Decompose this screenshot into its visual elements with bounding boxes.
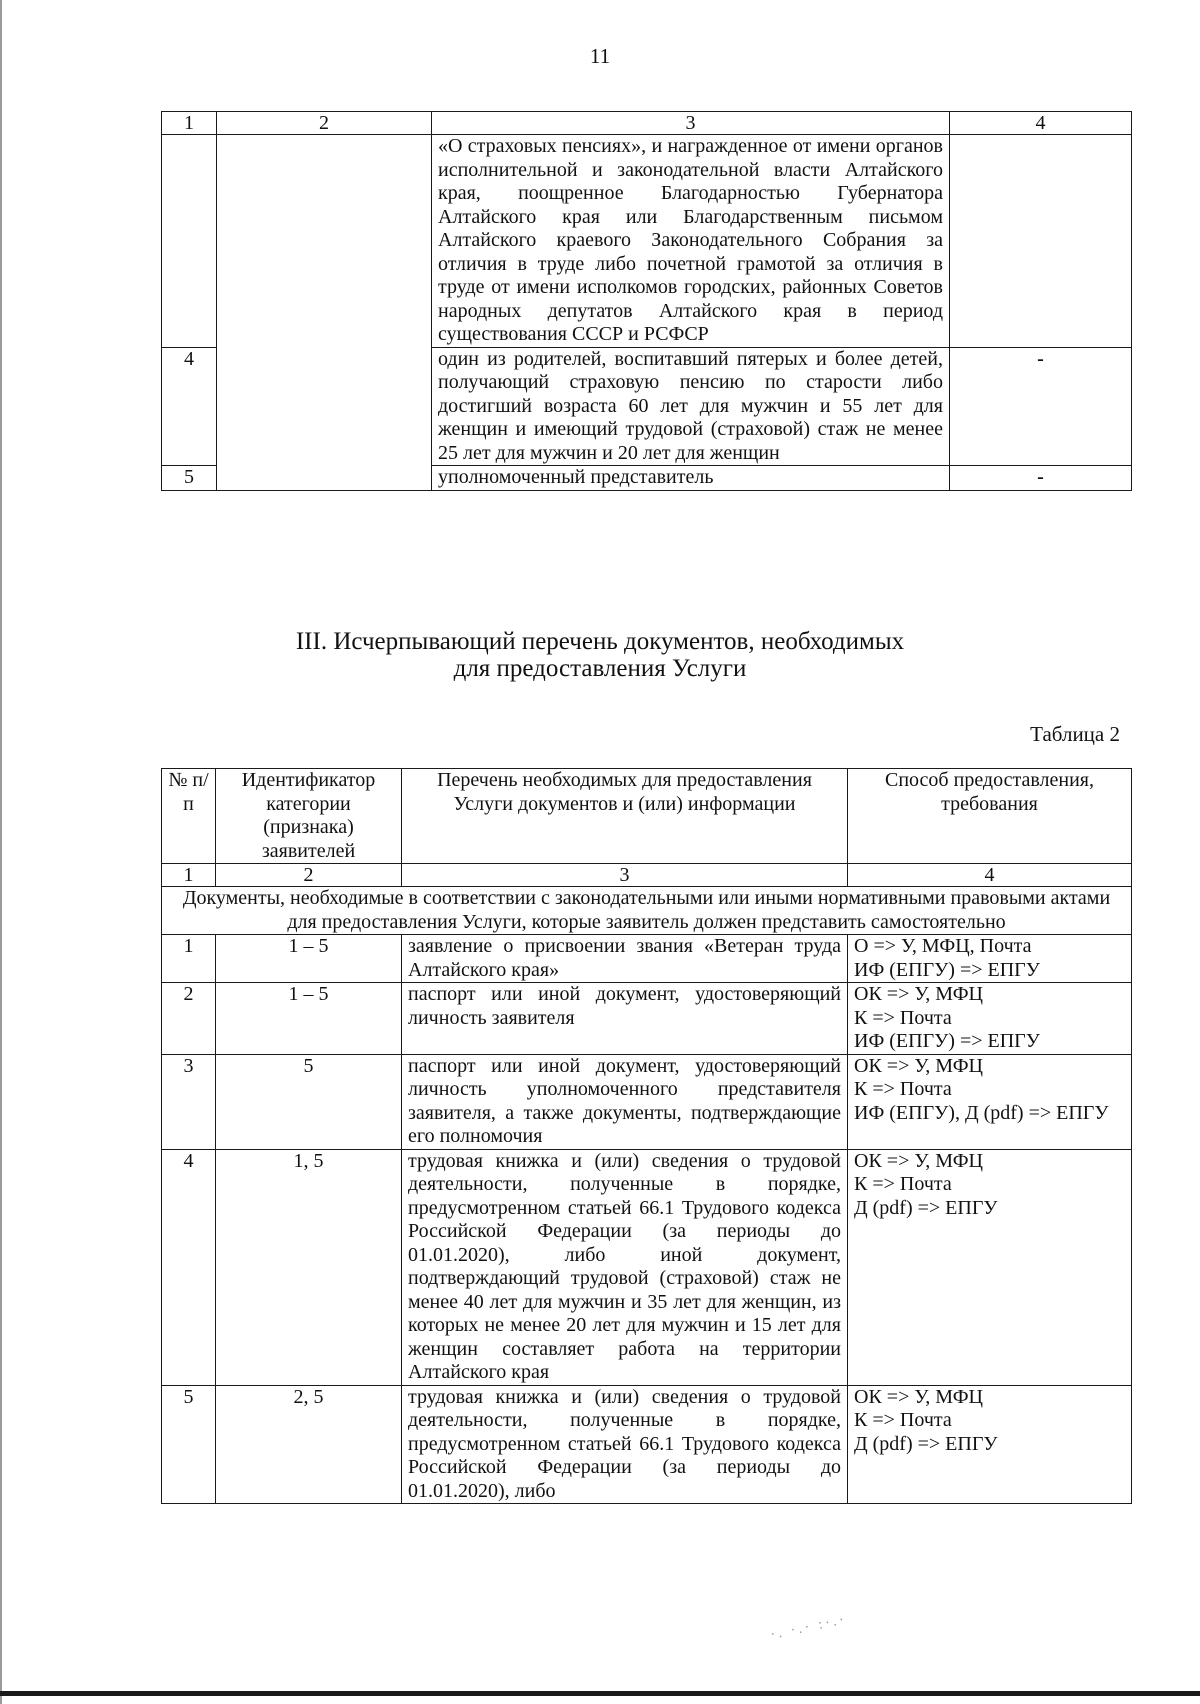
row-document: трудовая книжка и (или) сведения о трудовой деятельности, полученные в порядке, предусмотренном статьей 66.1 Трудового кодекса Российской Федерации (за периоды до 01.01.2020), либо иной документ, подтверждающий трудовой (страховой) стаж не менее 40 лет для мужчин и 35 лет для женщин, из которых не менее 20 лет для мужчин и 15 лет для женщин составляет работа на территории Алтайского края (402, 1149, 848, 1385)
column-number: 4 (848, 864, 1132, 887)
row-document: трудовая книжка и (или) сведения о трудовой деятельности, полученные в порядке, предусмотренном статьей 66.1 Трудового кодекса Российской Федерации (за периоды до 01.01.2020), либо (402, 1385, 848, 1504)
table-row (162, 935, 1132, 983)
method-line: К => Почта (854, 1409, 952, 1431)
table-row (162, 135, 1132, 348)
column-number: 2 (217, 112, 432, 135)
supporting-document: - (950, 347, 1132, 466)
table-header-row (162, 769, 1132, 864)
column-number: 3 (432, 112, 950, 135)
row-category: 5 (216, 1054, 402, 1149)
table-numbering-row (162, 864, 1132, 887)
method-line: Д (pdf) => ЕПГУ (854, 1432, 998, 1455)
row-number: 4 (162, 1149, 216, 1385)
header-method: Способ предоставления, требования (848, 769, 1132, 864)
row-number: 5 (162, 466, 217, 491)
method-line: О => У, МФЦ, Почта (854, 935, 1032, 957)
header-category: Идентификатор категории (признака) заявителей (216, 769, 402, 864)
row-number: 2 (162, 983, 216, 1055)
documents-table (161, 768, 1132, 1504)
row-method (848, 983, 1132, 1055)
row-document: паспорт или иной документ, удостоверяющий личность уполномоченного представителя заявителя, а также документы, подтверждающие его полномочия (402, 1054, 848, 1149)
method-line: К => Почта (854, 1078, 952, 1100)
table-row (162, 1149, 1132, 1385)
table-caption: Таблица 2 (1030, 722, 1120, 746)
page-number: 11 (589, 44, 611, 68)
method-line: ОК => У, МФЦ (854, 1385, 984, 1408)
row-document: паспорт или иной документ, удостоверяющий личность заявителя (402, 983, 848, 1055)
header-documents: Перечень необходимых для предоставления Услуги документов и (или) информации (402, 769, 848, 864)
method-line: К => Почта (854, 1006, 952, 1029)
method-line: ОК => У, МФЦ (854, 1054, 984, 1077)
row-method (848, 1054, 1132, 1149)
table-continued-numbering-row (162, 112, 1132, 135)
column-number: 2 (216, 864, 402, 887)
category-description: «О страховых пенсиях», и награжденное от имени органов исполнительной и законодательной власти Алтайского края, поощренное Благодарностью Губернатора Алтайского края или Благодарственным письмом Алтайского краевого Законодательного Собрания за отличия в труде либо почетной грамотой за отличия в труде от имени исполкомов городских, районных Советов народных депутатов Алтайского края в период существования СССР и РСФСР (432, 135, 950, 348)
row-method (848, 1385, 1132, 1504)
method-line: К => Почта (854, 1173, 952, 1195)
column-number: 4 (950, 112, 1132, 135)
row-document: заявление о присвоении звания «Ветеран труда Алтайского края» (402, 935, 848, 983)
category-description: один из родителей, воспитавший пятерых и более детей, получающий страховую пенсию по старости либо достигший возраста 60 лет для мужчин и 55 лет для женщин и имеющий трудовой (страховой) стаж не менее 25 лет для мужчин и 20 лет для женщин (432, 347, 950, 466)
supporting-document: - (950, 466, 1132, 491)
row-category: 2, 5 (216, 1385, 402, 1504)
column-number: 3 (402, 864, 848, 887)
method-line: ОК => У, МФЦ (854, 1149, 984, 1172)
method-line: Д (pdf) => ЕПГУ (854, 1196, 998, 1219)
category-cell-merged (217, 135, 432, 491)
row-method (848, 935, 1132, 983)
header-number: № п/п (162, 769, 216, 864)
group-title-row (162, 887, 1132, 935)
method-line: ИФ (ЕПГУ) => ЕПГУ (854, 958, 1040, 981)
group-title: Документы, необходимые в соответствии с законодательными или иными нормативными правовыми актами для предоставления Услуги, которые заявитель должен представить самостоятельно (162, 887, 1132, 935)
table-continued (161, 111, 1132, 491)
row-number: 4 (162, 347, 217, 466)
section-heading-line: III. Исчерпывающий перечень документов, необходимых (295, 628, 905, 655)
method-line: ИФ (ЕПГУ), Д (pdf) => ЕПГУ (854, 1101, 1109, 1124)
section-heading (0, 628, 1200, 682)
category-description: уполномоченный представитель (432, 466, 950, 491)
row-method (848, 1149, 1132, 1385)
row-number: 3 (162, 1054, 216, 1149)
table-row (162, 1385, 1132, 1504)
method-line: ОК => У, МФЦ (854, 983, 984, 1005)
row-category: 1, 5 (216, 1149, 402, 1385)
row-category: 1 – 5 (216, 935, 402, 983)
scan-left-edge (0, 0, 2, 1704)
scan-bottom-edge (0, 1691, 1200, 1696)
section-heading-line: для предоставления Услуги (453, 655, 747, 682)
table-row (162, 1054, 1132, 1149)
column-number: 1 (162, 864, 216, 887)
row-category: 1 – 5 (216, 983, 402, 1055)
row-number (162, 135, 217, 348)
table-row (162, 983, 1132, 1055)
row-number: 5 (162, 1385, 216, 1504)
column-number: 1 (162, 112, 217, 135)
scan-artifact: ·. ·.· :·.· (769, 1612, 849, 1643)
method-line: ИФ (ЕПГУ) => ЕПГУ (854, 1030, 1040, 1052)
row-number: 1 (162, 935, 216, 983)
supporting-document (950, 135, 1132, 348)
